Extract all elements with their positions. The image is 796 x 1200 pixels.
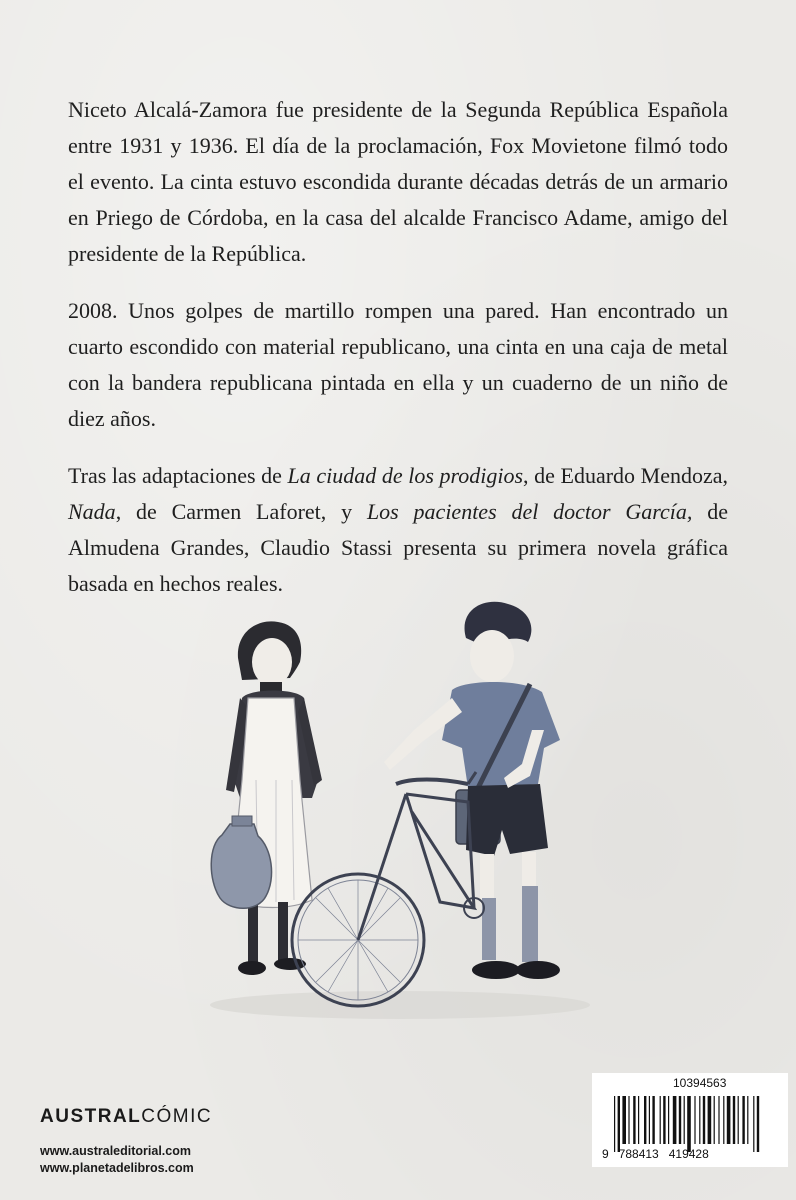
barcode-bar [742,1096,744,1144]
brand-bold-text: AUSTRAL [40,1106,142,1127]
barcode-bar [699,1096,700,1144]
blurb [68,92,728,623]
publisher-logo [40,1106,212,1128]
barcode-bar [687,1096,691,1152]
barcode-bar [738,1096,739,1144]
ground-shadow [210,991,590,1019]
barcode-bar [753,1096,754,1152]
book-title: Los pacientes del doctor García, [366,499,693,524]
girl-figure [211,621,322,975]
barcode-bar [638,1096,639,1144]
barcode-bar [652,1096,654,1144]
barcode [600,1094,782,1162]
barcode-bar [747,1096,748,1144]
barcode-bar [703,1096,705,1144]
book-title: Nada [68,499,116,524]
barcode-bar [757,1096,759,1152]
barcode-bar [660,1096,661,1144]
barcode-bar [684,1096,685,1144]
bicycle [292,772,484,1006]
text-segment: Tras las adaptaciones de [68,463,288,488]
barcode-bar [727,1096,731,1144]
product-code: 10394563 [673,1076,727,1090]
barcode-bar [663,1096,665,1144]
text-segment: de Almudena Grandes, Claudio Stassi presenta su primera novela gráfica basada en hechos reales. [68,499,729,596]
website-link[interactable]: www.australeditorial.com [40,1144,191,1158]
barcode-bar [668,1096,669,1144]
barcode-bar [679,1096,681,1144]
text-segment: , de Carmen Laforet, y [115,499,367,524]
illustration-children-bicycle [200,580,600,1040]
website-link[interactable]: www.planetadelibros.com [40,1161,194,1175]
blurb-paragraph-1: Niceto Alcalá-Zamora fue presidente de la Segunda República Española entre 1931 y 1936. El día de la proclamación, Fox Movietone filmó todo el evento. La cinta estuvo escondida durante décadas detrás de un armario en Priego de Córdoba, en la casa del alcalde Francisco Adame, amigo del presidente de la República. [68,97,728,266]
barcode-bar [714,1096,715,1144]
barcode-bar [614,1096,615,1152]
isbn-digits: 9 788413 419428 [602,1147,709,1161]
text-segment: , de Eduardo Mendoza, [523,463,728,488]
barcode-bar [694,1096,695,1144]
barcode-bar [723,1096,724,1144]
barcode-bar [718,1096,719,1144]
boy-figure [384,602,560,979]
barcode-bar [622,1096,626,1144]
publisher-websites [40,1143,194,1177]
barcode-bar [633,1096,635,1144]
brand-light-text: CÓMIC [141,1106,213,1127]
barcode-bar [673,1096,677,1144]
blurb-paragraph-2: 2008. Unos golpes de martillo rompen una pared. Han encontrado un cuarto escondido con material republicano, una cinta en una caja de metal con la bandera republicana pintada en ella y un cuaderno de un niño de diez años. [68,298,728,431]
barcode-bar [733,1096,735,1144]
barcode-bar [644,1096,646,1144]
barcode-bar [649,1096,650,1144]
book-title: La ciudad de los prodigios [287,463,524,488]
barcode-bar [708,1096,712,1144]
barcode-bar [618,1096,620,1152]
barcode-bar [628,1096,629,1144]
